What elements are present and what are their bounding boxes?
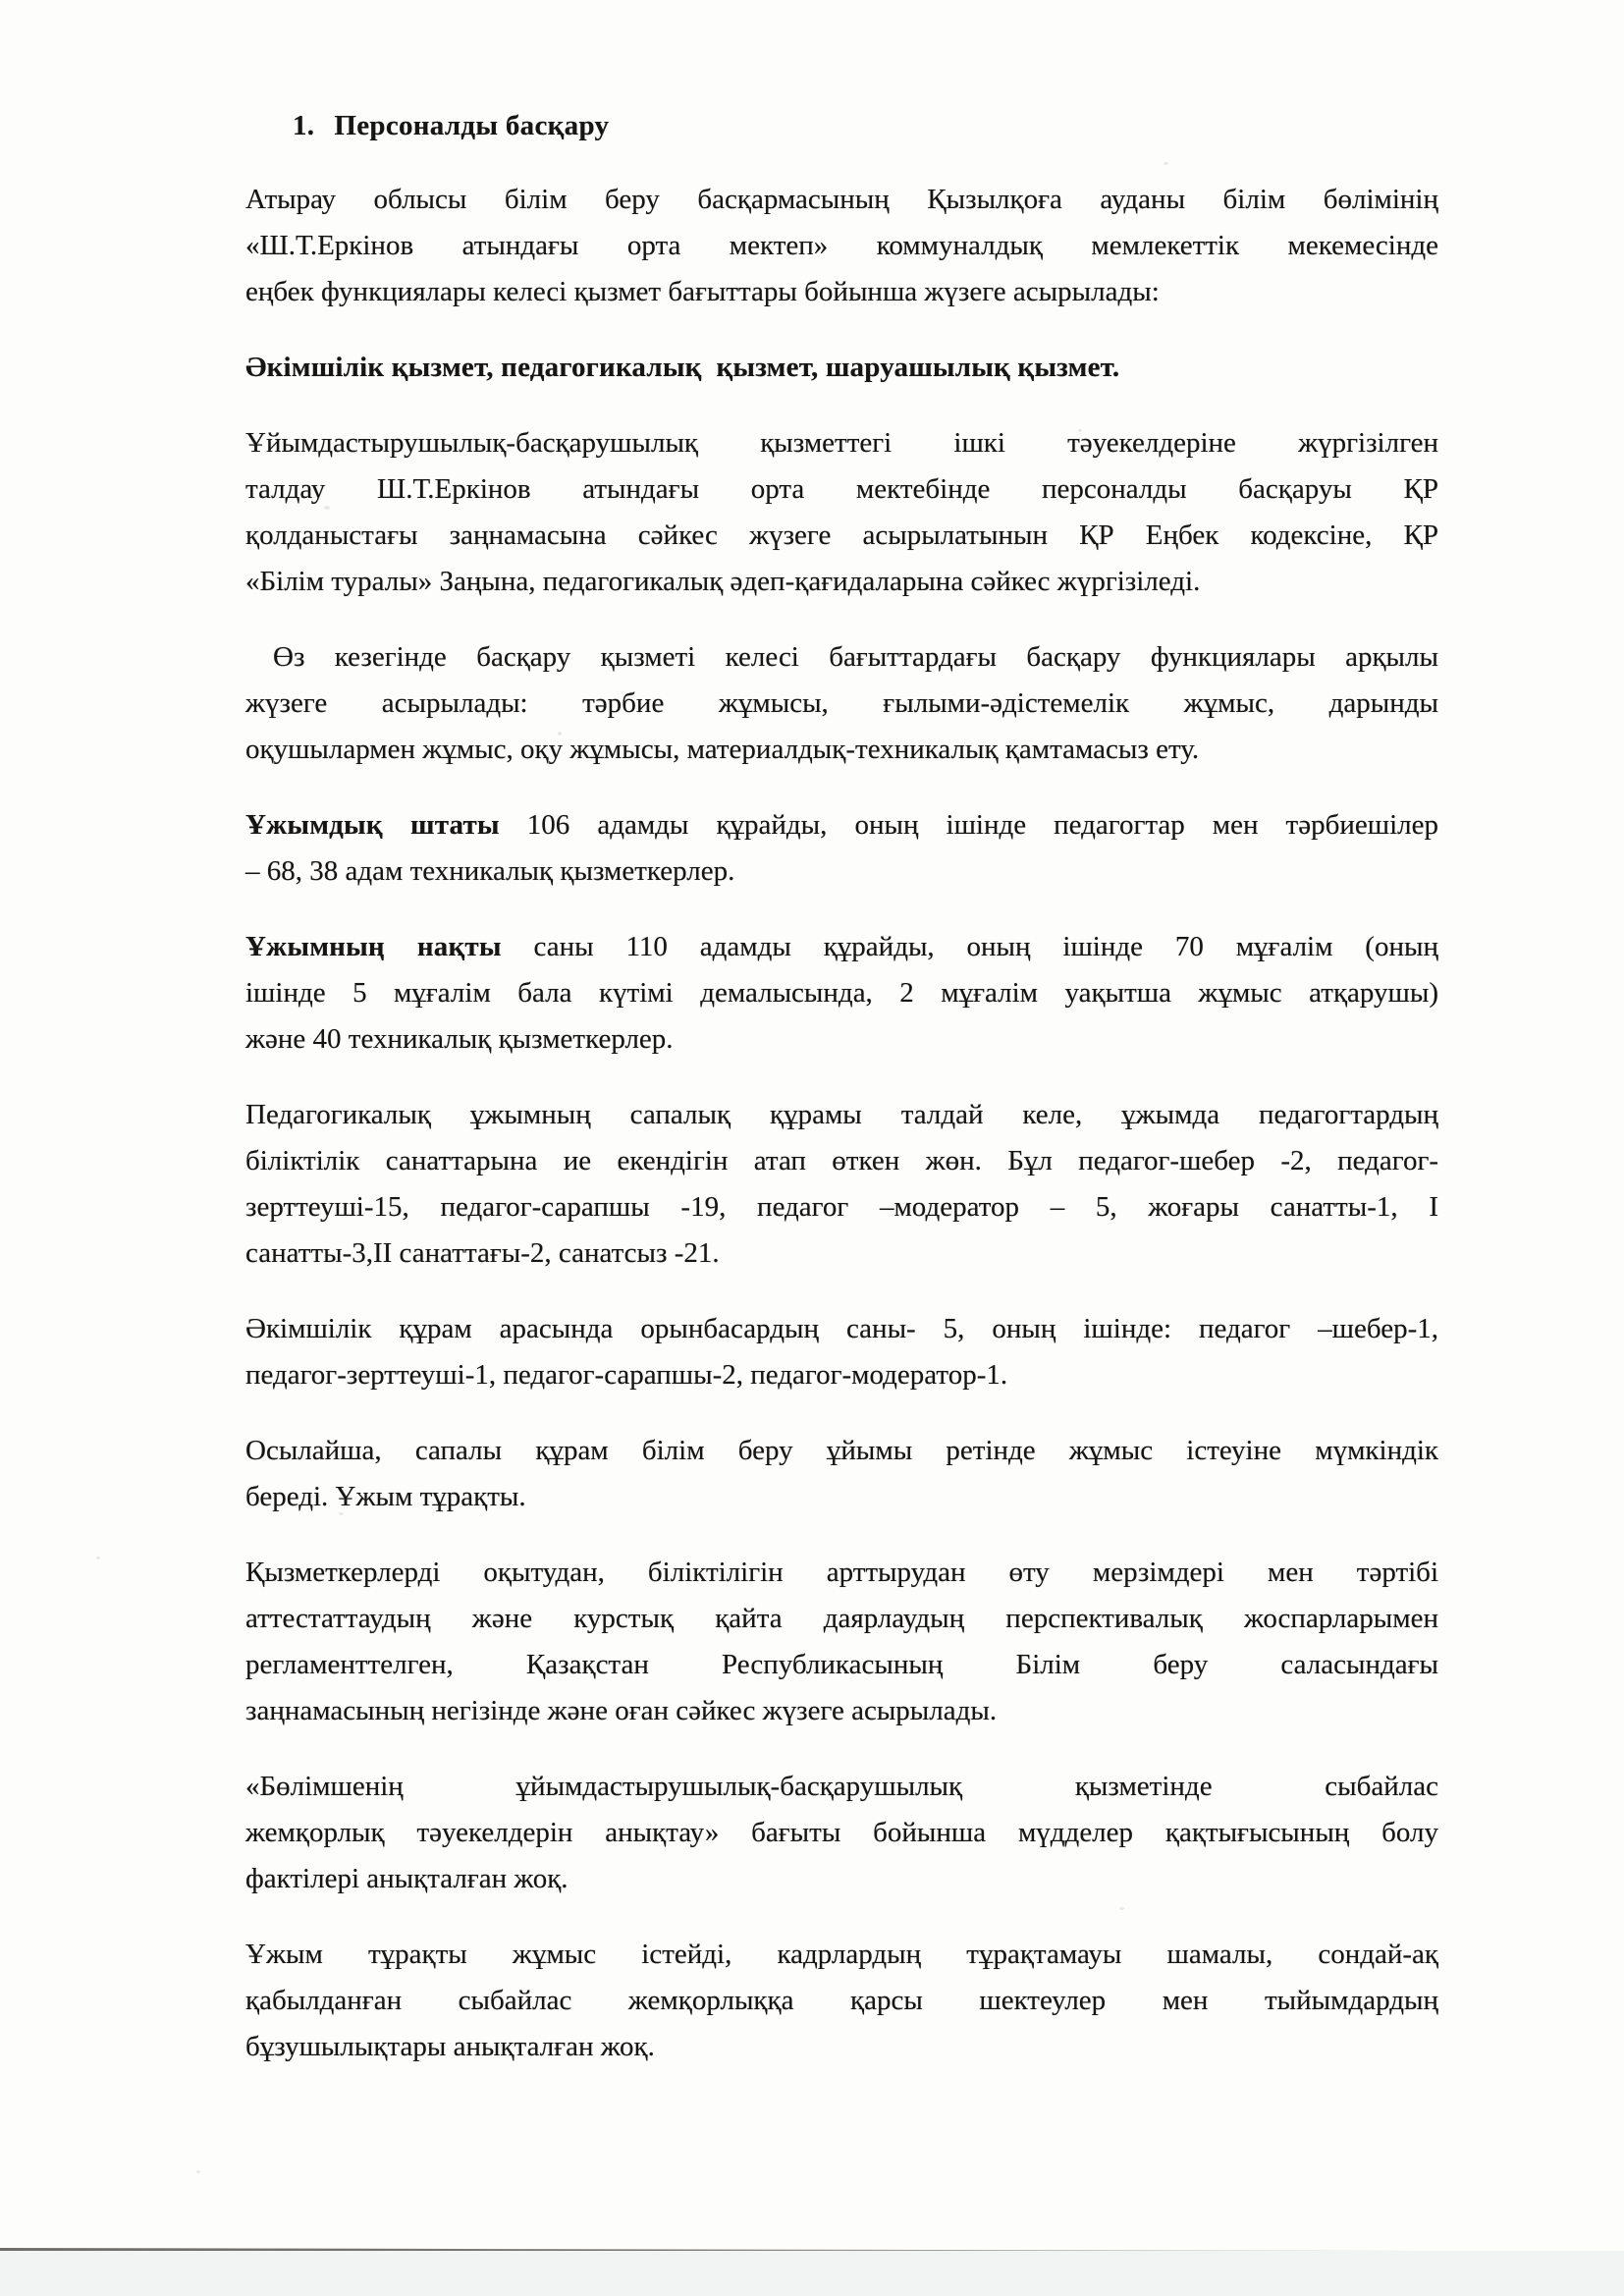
paragraph: [245, 177, 1438, 315]
text-line: Ұйымдастырушылық-басқарушылық қызметтегі ішкі тәуекелдеріне жүргізілген: [245, 427, 1438, 459]
text-line: санатты-3,II санаттағы-2, санатсыз -21.: [245, 1237, 720, 1269]
scan-speckle: [1119, 1907, 1124, 1910]
paragraph: [245, 802, 1438, 895]
text-line: бұзушылықтары анықталған жоқ.: [245, 2031, 655, 2062]
paragraphs-container: [245, 177, 1438, 2070]
text-line: жемқорлық тәуекелдерін анықтау» бағыты бойынша мүдделер қақтығысының болу: [245, 1817, 1438, 1848]
text-line: Қызметкерлерді оқытудан, біліктілігін арттырудан өту мерзімдері мен тәртібі: [245, 1557, 1438, 1588]
text-line: Әкімшілік құрам арасында орынбасардың саны- 5, оның ішінде: педагог –шебер-1,: [245, 1313, 1438, 1344]
paragraph: [245, 1306, 1438, 1398]
paragraph: [245, 1764, 1438, 1902]
text-line: оқушылармен жұмыс, оқу жұмысы, материалдық-техникалық қамтамасыз ету.: [245, 734, 1200, 765]
bold-lead-text: Ұжымдық штаты: [245, 809, 500, 841]
bold-lead-text: Ұжымның нақты: [245, 931, 502, 962]
text-line: және 40 техникалық қызметкерлер.: [245, 1023, 674, 1055]
text-line: «Ш.Т.Еркінов атындағы орта мектеп» коммуналдық мемлекеттік мекемесінде: [245, 230, 1438, 261]
text-line: жүзеге асырылады: тәрбие жұмысы, ғылыми-әдістемелік жұмыс, дарынды: [245, 687, 1438, 719]
text-line: қолданыстағы заңнамасына сәйкес жүзеге асырылатынын ҚР Еңбек кодексіне, ҚР: [245, 519, 1438, 551]
text-line: Атырау облысы білім беру басқармасының Қызылқоға ауданы білім бөлімінің: [245, 184, 1438, 215]
paragraph: [245, 345, 1438, 391]
text-line: «Білім туралы» Заңына, педагогикалық әдеп-қағидаларына сәйкес жүргізіледі.: [245, 566, 1201, 597]
paragraph: [245, 1932, 1438, 2070]
scan-speckle: [196, 2170, 200, 2173]
text-line: береді. Ұжым тұрақты.: [245, 1481, 526, 1512]
section-title-text: Персоналды басқару: [334, 110, 610, 141]
paragraph: [245, 924, 1438, 1063]
text-line: қабылданған сыбайлас жемқорлыққа қарсы шектеулер мен тыйымдардың: [245, 1985, 1438, 2016]
text-line: «Бөлімшенің ұйымдастырушылық-басқарушылық қызметінде сыбайлас: [245, 1771, 1438, 1802]
scan-speckle: [339, 1512, 344, 1515]
paragraph: [245, 634, 1438, 773]
section-title: [293, 103, 1438, 149]
text-line: Ұжым тұрақты жұмыс істейді, кадрлардың тұрақтамауы шамалы, сондай-ақ: [245, 1939, 1438, 1970]
section-number: 1.: [293, 110, 315, 141]
text-line: Педагогикалық ұжымның сапалық құрамы талдай келе, ұжымда педагогтардың: [245, 1099, 1438, 1130]
text-line: Өз кезегінде басқару қызметі келесі бағыттардағы басқару функциялары арқылы: [273, 641, 1438, 673]
scan-speckle: [1164, 162, 1168, 165]
text-line: регламенттелген, Қазақстан Республикасының Білім беру саласындағы: [245, 1649, 1438, 1680]
text-line: фактілері анықталған жоқ.: [245, 1863, 568, 1894]
text-line: Ұжымның нақты саны 110 адамды құрайды, оның ішінде 70 мұғалім (оның: [245, 931, 1438, 962]
text-line: зерттеуші-15, педагог-сарапшы -19, педагог –модератор – 5, жоғары санатты-1, I: [245, 1191, 1438, 1223]
scan-speckle: [558, 732, 562, 736]
scan-bottom-strip: [0, 2251, 1624, 2296]
paragraph: [245, 1428, 1438, 1520]
text-line: педагог-зерттеуші-1, педагог-сарапшы-2, педагог-модератор-1.: [245, 1359, 1008, 1391]
text-line: талдау Ш.Т.Еркінов атындағы орта мектебінде персоналды басқаруы ҚР: [245, 473, 1438, 505]
paragraph: [245, 420, 1438, 605]
scan-speckle: [96, 1557, 100, 1559]
text-line: заңнамасының негізінде және оған сәйкес жүзеге асырылады.: [245, 1695, 998, 1726]
scan-speckle: [324, 506, 330, 510]
paragraph: [245, 1550, 1438, 1734]
text-line: еңбек функциялары келесі қызмет бағыттары бойынша жүзеге асырылады:: [245, 276, 1160, 307]
paragraph: [245, 1092, 1438, 1277]
text-line: – 68, 38 адам техникалық қызметкерлер.: [245, 855, 735, 887]
text-line: Осылайша, сапалы құрам білім беру ұйымы ретінде жұмыс істеуіне мүмкіндік: [245, 1435, 1438, 1466]
text-line: аттестаттаудың және курстық қайта даярлаудың перспективалық жоспарларымен: [245, 1603, 1438, 1634]
text-line: Әкімшілік қызмет, педагогикалық қызмет, шаруашылық қызмет.: [245, 352, 1120, 383]
document-body: [245, 103, 1438, 2100]
scan-speckle: [1078, 429, 1082, 432]
text-line: біліктілік санаттарына ие екендігін атап өткен жөн. Бұл педагог-шебер -2, педагог-: [245, 1145, 1438, 1176]
text-line: ішінде 5 мұғалім бала күтімі демалысында, 2 мұғалім уақытша жұмыс атқарушы): [245, 977, 1438, 1009]
text-line: Ұжымдық штаты 106 адамды құрайды, оның ішінде педагогтар мен тәрбиешілер: [245, 809, 1438, 841]
